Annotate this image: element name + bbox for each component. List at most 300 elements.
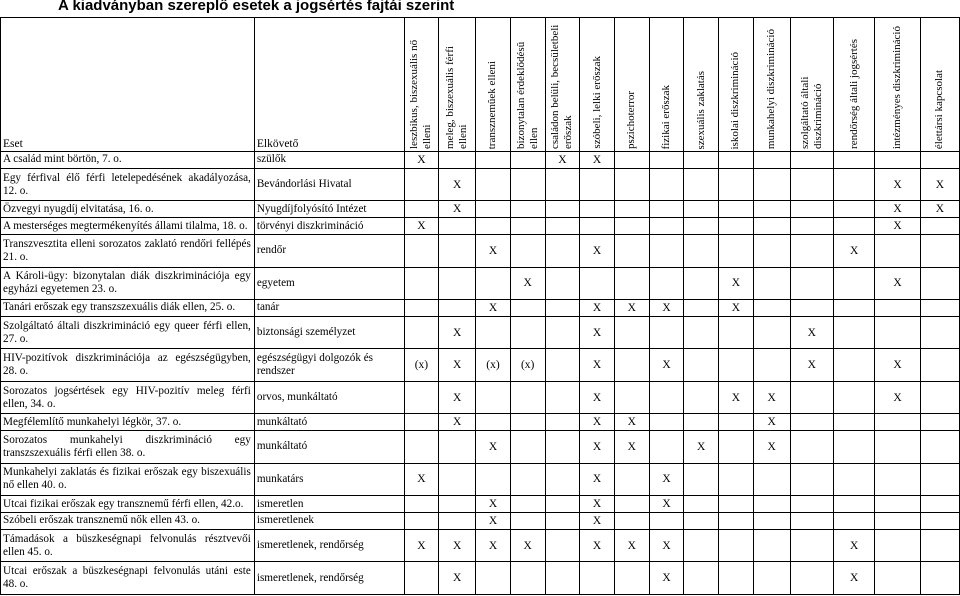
mark-cell bbox=[753, 513, 790, 530]
violation-type-label: fizikai erőszak bbox=[659, 84, 672, 149]
mark-cell: X bbox=[649, 562, 684, 595]
violation-type-label: intézményes diszkrimináció bbox=[891, 25, 904, 149]
mark-cell bbox=[875, 463, 921, 496]
mark-cell bbox=[476, 381, 511, 414]
mark-cell: X bbox=[476, 496, 511, 513]
perpetrator-column-header: Elkövető bbox=[254, 18, 404, 152]
violation-type-header bbox=[684, 18, 719, 152]
mark-cell bbox=[476, 267, 511, 300]
violation-type-header bbox=[790, 18, 833, 152]
mark-cell bbox=[875, 513, 921, 530]
mark-cell bbox=[439, 267, 476, 300]
mark-cell bbox=[614, 496, 649, 513]
mark-cell bbox=[476, 463, 511, 496]
header-row bbox=[1, 18, 960, 152]
mark-cell bbox=[404, 496, 439, 513]
table-row bbox=[1, 414, 960, 431]
mark-cell: X bbox=[580, 300, 615, 317]
mark-cell bbox=[790, 235, 833, 268]
mark-cell bbox=[684, 529, 719, 562]
mark-cell bbox=[476, 218, 511, 235]
case-cell: Utcai fizikai erőszak egy transznemű férfi ellen, 42.o. bbox=[1, 496, 255, 513]
mark-cell: X bbox=[834, 529, 875, 562]
violation-type-label: szexuális zaklatás bbox=[694, 70, 707, 149]
mark-cell: X bbox=[580, 463, 615, 496]
mark-cell bbox=[510, 431, 545, 464]
mark-cell bbox=[510, 218, 545, 235]
perpetrator-cell: egészségügyi dolgozók és rendszer bbox=[254, 349, 404, 382]
mark-cell: X bbox=[476, 431, 511, 464]
mark-cell: X bbox=[476, 300, 511, 317]
mark-cell bbox=[439, 431, 476, 464]
mark-cell bbox=[439, 218, 476, 235]
mark-cell: X bbox=[719, 300, 754, 317]
mark-cell bbox=[920, 562, 959, 595]
perpetrator-cell: Nyugdíjfolyósító Intézet bbox=[254, 201, 404, 218]
mark-cell bbox=[684, 513, 719, 530]
mark-cell: X bbox=[580, 414, 615, 431]
mark-cell bbox=[545, 529, 580, 562]
mark-cell: (x) bbox=[510, 349, 545, 382]
mark-cell: X bbox=[580, 152, 615, 169]
mark-cell bbox=[834, 168, 875, 201]
mark-cell bbox=[875, 235, 921, 268]
mark-cell: X bbox=[404, 463, 439, 496]
mark-cell bbox=[684, 267, 719, 300]
mark-cell bbox=[649, 267, 684, 300]
mark-cell: X bbox=[875, 381, 921, 414]
mark-cell bbox=[545, 349, 580, 382]
mark-cell bbox=[439, 463, 476, 496]
mark-cell bbox=[614, 168, 649, 201]
mark-cell bbox=[684, 463, 719, 496]
mark-cell bbox=[614, 316, 649, 349]
mark-cell bbox=[614, 463, 649, 496]
mark-cell bbox=[719, 235, 754, 268]
mark-cell bbox=[875, 152, 921, 169]
case-cell: A család mint börtön, 7. o. bbox=[1, 152, 255, 169]
mark-cell bbox=[834, 267, 875, 300]
mark-cell bbox=[920, 300, 959, 317]
mark-cell bbox=[719, 414, 754, 431]
mark-cell bbox=[649, 513, 684, 530]
mark-cell: X bbox=[476, 529, 511, 562]
mark-cell bbox=[649, 218, 684, 235]
mark-cell bbox=[790, 513, 833, 530]
mark-cell bbox=[580, 201, 615, 218]
mark-cell bbox=[404, 201, 439, 218]
case-cell: Munkahelyi zaklatás és fizikai erőszak egy biszexuális nő ellen 40. o. bbox=[1, 463, 255, 496]
violation-type-header bbox=[404, 18, 439, 152]
mark-cell bbox=[649, 168, 684, 201]
mark-cell bbox=[875, 529, 921, 562]
mark-cell bbox=[834, 349, 875, 382]
table-row bbox=[1, 218, 960, 235]
mark-cell bbox=[834, 431, 875, 464]
mark-cell bbox=[753, 349, 790, 382]
mark-cell bbox=[510, 513, 545, 530]
table-row bbox=[1, 463, 960, 496]
mark-cell: X bbox=[404, 152, 439, 169]
mark-cell bbox=[404, 168, 439, 201]
mark-cell bbox=[920, 414, 959, 431]
mark-cell bbox=[753, 562, 790, 595]
mark-cell: X bbox=[834, 235, 875, 268]
mark-cell: X bbox=[649, 349, 684, 382]
perpetrator-cell: munkáltató bbox=[254, 414, 404, 431]
case-cell: Egy férfival élő férfi letelepedésének akadályozása, 12. o. bbox=[1, 168, 255, 201]
mark-cell bbox=[719, 562, 754, 595]
mark-cell bbox=[545, 267, 580, 300]
mark-cell bbox=[404, 316, 439, 349]
perpetrator-cell: munkáltató bbox=[254, 431, 404, 464]
mark-cell bbox=[790, 152, 833, 169]
mark-cell bbox=[404, 300, 439, 317]
violation-type-header bbox=[649, 18, 684, 152]
table-row bbox=[1, 349, 960, 382]
mark-cell bbox=[719, 463, 754, 496]
perpetrator-cell: egyetem bbox=[254, 267, 404, 300]
mark-cell bbox=[753, 168, 790, 201]
case-cell: Özvegyi nyugdíj elvitatása, 16. o. bbox=[1, 201, 255, 218]
mark-cell: (x) bbox=[404, 349, 439, 382]
mark-cell: X bbox=[753, 414, 790, 431]
violation-type-header bbox=[834, 18, 875, 152]
mark-cell: X bbox=[614, 431, 649, 464]
mark-cell: X bbox=[580, 349, 615, 382]
mark-cell bbox=[753, 218, 790, 235]
mark-cell bbox=[580, 168, 615, 201]
mark-cell bbox=[684, 218, 719, 235]
violation-type-header bbox=[580, 18, 615, 152]
case-cell: A mesterséges megtermékenyítés állami tilalma, 18. o. bbox=[1, 218, 255, 235]
mark-cell bbox=[404, 562, 439, 595]
mark-cell bbox=[404, 513, 439, 530]
perpetrator-cell: rendőr bbox=[254, 235, 404, 268]
case-cell: Támadások a büszkeségnapi felvonulás résztvevői ellen 45. o. bbox=[1, 529, 255, 562]
mark-cell bbox=[719, 168, 754, 201]
mark-cell bbox=[684, 300, 719, 317]
mark-cell bbox=[510, 496, 545, 513]
mark-cell: X bbox=[439, 562, 476, 595]
mark-cell bbox=[439, 152, 476, 169]
mark-cell bbox=[719, 349, 754, 382]
mark-cell: X bbox=[649, 300, 684, 317]
mark-cell bbox=[920, 267, 959, 300]
mark-cell bbox=[510, 381, 545, 414]
mark-cell bbox=[684, 201, 719, 218]
mark-cell bbox=[920, 529, 959, 562]
mark-cell bbox=[790, 201, 833, 218]
mark-cell: X bbox=[719, 381, 754, 414]
mark-cell bbox=[790, 300, 833, 317]
violation-type-header bbox=[614, 18, 649, 152]
mark-cell bbox=[404, 431, 439, 464]
case-cell: Szolgáltató általi diszkrimináció egy queer férfi ellen, 27. o. bbox=[1, 316, 255, 349]
mark-cell bbox=[510, 463, 545, 496]
mark-cell bbox=[439, 513, 476, 530]
mark-cell bbox=[753, 496, 790, 513]
mark-cell: X bbox=[580, 529, 615, 562]
mark-cell bbox=[614, 381, 649, 414]
mark-cell bbox=[753, 267, 790, 300]
mark-cell: X bbox=[439, 529, 476, 562]
mark-cell bbox=[545, 496, 580, 513]
perpetrator-cell: tanár bbox=[254, 300, 404, 317]
violation-type-header bbox=[510, 18, 545, 152]
mark-cell bbox=[510, 235, 545, 268]
mark-cell: X bbox=[790, 316, 833, 349]
mark-cell bbox=[719, 496, 754, 513]
mark-cell bbox=[719, 513, 754, 530]
mark-cell bbox=[790, 529, 833, 562]
mark-cell bbox=[580, 218, 615, 235]
mark-cell bbox=[614, 201, 649, 218]
violation-type-label: családon belüli, becsületbeli erőszak bbox=[549, 24, 575, 149]
mark-cell bbox=[753, 463, 790, 496]
mark-cell bbox=[875, 300, 921, 317]
mark-cell bbox=[439, 300, 476, 317]
mark-cell bbox=[476, 168, 511, 201]
violation-type-header bbox=[875, 18, 921, 152]
table-row bbox=[1, 316, 960, 349]
mark-cell bbox=[684, 381, 719, 414]
mark-cell: X bbox=[439, 168, 476, 201]
mark-cell bbox=[545, 218, 580, 235]
mark-cell bbox=[790, 463, 833, 496]
mark-cell bbox=[875, 316, 921, 349]
mark-cell bbox=[649, 414, 684, 431]
mark-cell: X bbox=[439, 316, 476, 349]
mark-cell bbox=[719, 529, 754, 562]
mark-cell bbox=[790, 431, 833, 464]
mark-cell: X bbox=[875, 201, 921, 218]
case-cell: HIV-pozitívok diszkriminációja az egészségügyben, 28. o. bbox=[1, 349, 255, 382]
mark-cell: X bbox=[790, 349, 833, 382]
mark-cell: X bbox=[439, 349, 476, 382]
mark-cell: X bbox=[580, 496, 615, 513]
mark-cell bbox=[580, 562, 615, 595]
mark-cell bbox=[875, 496, 921, 513]
violation-type-label: pszichoterror bbox=[625, 90, 638, 149]
mark-cell: X bbox=[439, 201, 476, 218]
violation-type-label: szóbeli, lelki erőszak bbox=[590, 56, 603, 149]
violation-type-label: élettársi kapcsolat bbox=[933, 69, 946, 149]
mark-cell bbox=[790, 496, 833, 513]
perpetrator-cell: ismeretlen bbox=[254, 496, 404, 513]
mark-cell bbox=[476, 316, 511, 349]
mark-cell bbox=[545, 414, 580, 431]
mark-cell: X bbox=[510, 529, 545, 562]
mark-cell bbox=[439, 235, 476, 268]
mark-cell bbox=[476, 562, 511, 595]
mark-cell bbox=[404, 235, 439, 268]
mark-cell: X bbox=[404, 218, 439, 235]
mark-cell bbox=[834, 496, 875, 513]
mark-cell bbox=[649, 235, 684, 268]
mark-cell bbox=[920, 381, 959, 414]
mark-cell bbox=[920, 463, 959, 496]
mark-cell bbox=[920, 431, 959, 464]
mark-cell bbox=[753, 300, 790, 317]
case-cell: A Károli-ügy: bizonytalan diák diszkriminációja egy egyházi egyetemen 23. o. bbox=[1, 267, 255, 300]
mark-cell bbox=[719, 316, 754, 349]
mark-cell bbox=[920, 235, 959, 268]
mark-cell: X bbox=[875, 168, 921, 201]
mark-cell bbox=[614, 513, 649, 530]
mark-cell bbox=[790, 414, 833, 431]
mark-cell bbox=[614, 562, 649, 595]
mark-cell bbox=[684, 496, 719, 513]
mark-cell bbox=[684, 235, 719, 268]
mark-cell bbox=[649, 201, 684, 218]
violation-type-header bbox=[719, 18, 754, 152]
table-row bbox=[1, 168, 960, 201]
case-cell: Transzvesztita elleni sorozatos zaklató rendőri fellépés 21. o. bbox=[1, 235, 255, 268]
mark-cell bbox=[439, 496, 476, 513]
table-row bbox=[1, 300, 960, 317]
table-row bbox=[1, 235, 960, 268]
table-row bbox=[1, 267, 960, 300]
violation-type-header bbox=[545, 18, 580, 152]
mark-cell bbox=[753, 201, 790, 218]
violations-table bbox=[0, 17, 960, 595]
mark-cell: X bbox=[580, 431, 615, 464]
mark-cell bbox=[545, 300, 580, 317]
violation-type-header bbox=[439, 18, 476, 152]
mark-cell bbox=[684, 349, 719, 382]
mark-cell bbox=[545, 381, 580, 414]
mark-cell bbox=[545, 201, 580, 218]
mark-cell bbox=[834, 463, 875, 496]
mark-cell bbox=[476, 414, 511, 431]
mark-cell bbox=[545, 235, 580, 268]
mark-cell bbox=[719, 152, 754, 169]
mark-cell bbox=[790, 381, 833, 414]
mark-cell bbox=[545, 562, 580, 595]
mark-cell: X bbox=[649, 529, 684, 562]
mark-cell bbox=[875, 562, 921, 595]
mark-cell bbox=[920, 496, 959, 513]
table-row bbox=[1, 562, 960, 595]
mark-cell: X bbox=[875, 267, 921, 300]
perpetrator-cell: ismeretlenek, rendőrség bbox=[254, 562, 404, 595]
table-row bbox=[1, 152, 960, 169]
perpetrator-cell: törvényi diszkrimináció bbox=[254, 218, 404, 235]
mark-cell bbox=[753, 316, 790, 349]
mark-cell bbox=[834, 218, 875, 235]
mark-cell: X bbox=[614, 414, 649, 431]
violation-type-header bbox=[476, 18, 511, 152]
mark-cell bbox=[920, 513, 959, 530]
mark-cell bbox=[545, 168, 580, 201]
case-cell: Tanári erőszak egy transzszexuális diák ellen, 25. o. bbox=[1, 300, 255, 317]
mark-cell bbox=[649, 431, 684, 464]
mark-cell: X bbox=[439, 381, 476, 414]
perpetrator-cell: ismeretlenek, rendőrség bbox=[254, 529, 404, 562]
mark-cell bbox=[875, 414, 921, 431]
mark-cell bbox=[614, 235, 649, 268]
mark-cell: (x) bbox=[476, 349, 511, 382]
table-row bbox=[1, 201, 960, 218]
mark-cell: X bbox=[920, 201, 959, 218]
mark-cell bbox=[834, 316, 875, 349]
table-row bbox=[1, 529, 960, 562]
case-cell: Sorozatos jogsértések egy HIV-pozitív meleg férfi ellen, 34. o. bbox=[1, 381, 255, 414]
mark-cell bbox=[790, 267, 833, 300]
mark-cell bbox=[790, 562, 833, 595]
mark-cell: X bbox=[875, 218, 921, 235]
violation-type-header bbox=[920, 18, 959, 152]
table-row bbox=[1, 381, 960, 414]
mark-cell bbox=[684, 316, 719, 349]
mark-cell bbox=[790, 168, 833, 201]
table-row bbox=[1, 431, 960, 464]
mark-cell bbox=[719, 431, 754, 464]
mark-cell: X bbox=[439, 414, 476, 431]
mark-cell bbox=[476, 201, 511, 218]
mark-cell bbox=[834, 152, 875, 169]
case-cell: Sorozatos munkahelyi diszkrimináció egy transzszexuális férfi ellen 38. o. bbox=[1, 431, 255, 464]
mark-cell: X bbox=[920, 168, 959, 201]
mark-cell: X bbox=[614, 529, 649, 562]
mark-cell bbox=[753, 529, 790, 562]
mark-cell bbox=[834, 513, 875, 530]
mark-cell bbox=[510, 168, 545, 201]
case-cell: Szóbeli erőszak transznemű nők ellen 43. o. bbox=[1, 513, 255, 530]
violation-type-label: meleg, biszexuális férfi elleni bbox=[444, 46, 470, 149]
mark-cell bbox=[545, 431, 580, 464]
mark-cell bbox=[834, 300, 875, 317]
violation-type-label: rendőrség általi jogsértés bbox=[847, 39, 860, 149]
mark-cell bbox=[614, 349, 649, 382]
mark-cell: X bbox=[753, 381, 790, 414]
mark-cell bbox=[920, 152, 959, 169]
mark-cell bbox=[510, 201, 545, 218]
mark-cell: X bbox=[614, 300, 649, 317]
mark-cell bbox=[753, 235, 790, 268]
mark-cell bbox=[719, 218, 754, 235]
mark-cell: X bbox=[476, 513, 511, 530]
mark-cell bbox=[545, 513, 580, 530]
mark-cell: X bbox=[580, 381, 615, 414]
perpetrator-cell: orvos, munkáltató bbox=[254, 381, 404, 414]
mark-cell bbox=[684, 168, 719, 201]
mark-cell bbox=[684, 152, 719, 169]
violation-type-label: bizonytalan érdeklődésû ellen bbox=[514, 41, 540, 149]
mark-cell bbox=[719, 201, 754, 218]
mark-cell bbox=[684, 414, 719, 431]
mark-cell: X bbox=[834, 562, 875, 595]
mark-cell bbox=[510, 562, 545, 595]
mark-cell bbox=[614, 218, 649, 235]
perpetrator-cell: ismeretlenek bbox=[254, 513, 404, 530]
mark-cell bbox=[834, 414, 875, 431]
mark-cell bbox=[920, 316, 959, 349]
perpetrator-cell: szülők bbox=[254, 152, 404, 169]
mark-cell: X bbox=[684, 431, 719, 464]
mark-cell bbox=[545, 463, 580, 496]
mark-cell bbox=[920, 349, 959, 382]
table-row bbox=[1, 513, 960, 530]
mark-cell bbox=[753, 152, 790, 169]
perpetrator-cell: Bevándorlási Hivatal bbox=[254, 168, 404, 201]
mark-cell bbox=[614, 267, 649, 300]
mark-cell: X bbox=[649, 496, 684, 513]
mark-cell bbox=[649, 316, 684, 349]
mark-cell: X bbox=[404, 529, 439, 562]
table-row bbox=[1, 496, 960, 513]
